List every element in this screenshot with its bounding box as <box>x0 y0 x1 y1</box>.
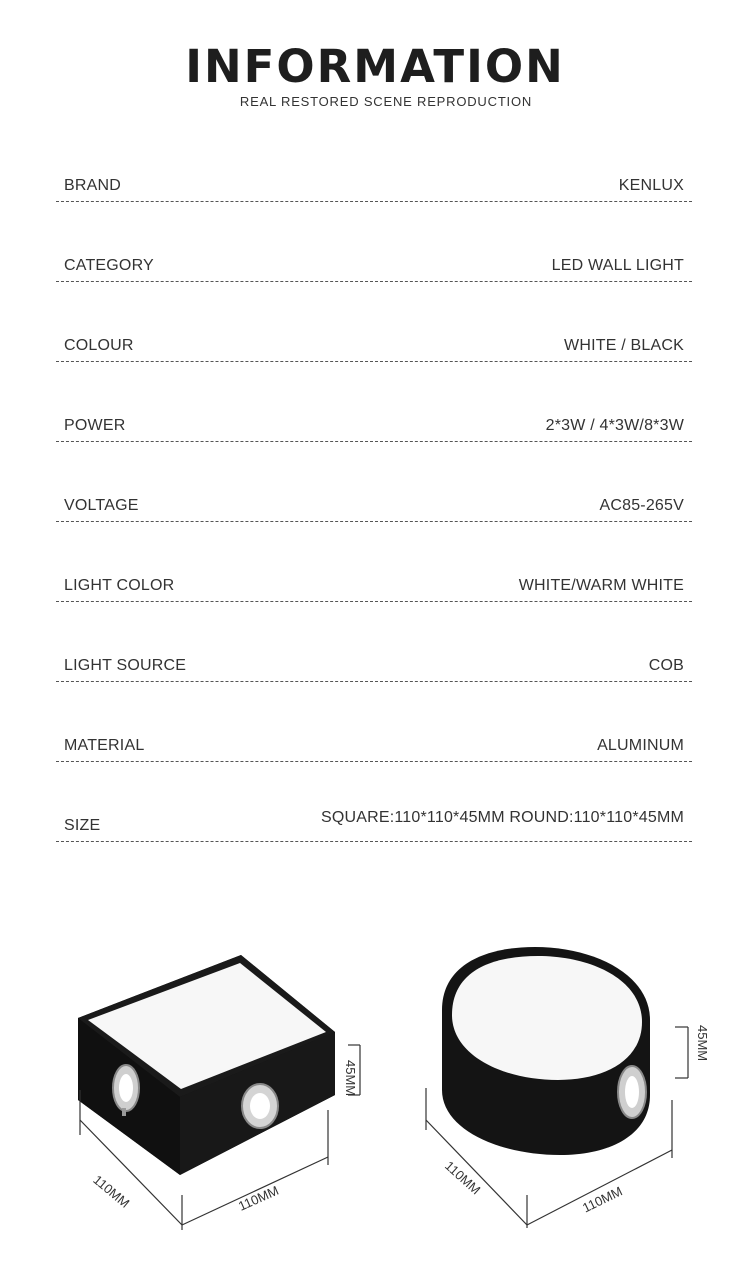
spec-label: BRAND <box>64 177 122 194</box>
spec-value: LED WALL LIGHT <box>551 257 684 274</box>
spec-row-voltage <box>56 482 692 522</box>
page-subtitle: REAL RESTORED SCENE REPRODUCTION <box>239 94 533 109</box>
spec-label: VOLTAGE <box>64 497 139 514</box>
square-height-label: 45MM <box>343 1060 358 1097</box>
round-lamp-diagram <box>410 930 740 1240</box>
spec-row-category <box>56 242 692 282</box>
square-width-label: 110MM <box>236 1182 281 1214</box>
spec-value: AC85-265V <box>599 497 684 514</box>
spec-value: SQUARE:110*110*45MM ROUND:110*110*45MM <box>320 809 684 826</box>
spec-row-size <box>56 802 692 842</box>
round-height-label: 45MM <box>695 1025 710 1062</box>
spec-label: MATERIAL <box>64 737 145 754</box>
round-dimension-lines <box>410 930 740 1240</box>
spec-row-light-color <box>56 562 692 602</box>
spec-value: WHITE/WARM WHITE <box>518 577 684 594</box>
spec-row-power <box>56 402 692 442</box>
square-lamp-diagram <box>60 940 390 1240</box>
spec-value: WHITE / BLACK <box>564 337 684 354</box>
spec-value: COB <box>648 657 684 674</box>
page-title: INFORMATION <box>185 40 565 93</box>
spec-value: ALUMINUM <box>597 737 684 754</box>
spec-label: CATEGORY <box>64 257 154 274</box>
spec-label: COLOUR <box>64 337 134 354</box>
spec-label: POWER <box>64 417 126 434</box>
spec-row-brand <box>56 162 692 202</box>
spec-value: 2*3W / 4*3W/8*3W <box>545 417 684 434</box>
spec-label: LIGHT SOURCE <box>64 657 187 674</box>
spec-label: SIZE <box>64 817 101 834</box>
spec-value: KENLUX <box>618 177 684 194</box>
spec-label: LIGHT COLOR <box>64 577 175 594</box>
square-depth-label: 110MM <box>90 1172 133 1211</box>
spec-row-colour <box>56 322 692 362</box>
round-depth-label: 110MM <box>441 1158 484 1198</box>
spec-row-material <box>56 722 692 762</box>
spec-row-light-source <box>56 642 692 682</box>
round-width-label: 110MM <box>580 1183 625 1216</box>
